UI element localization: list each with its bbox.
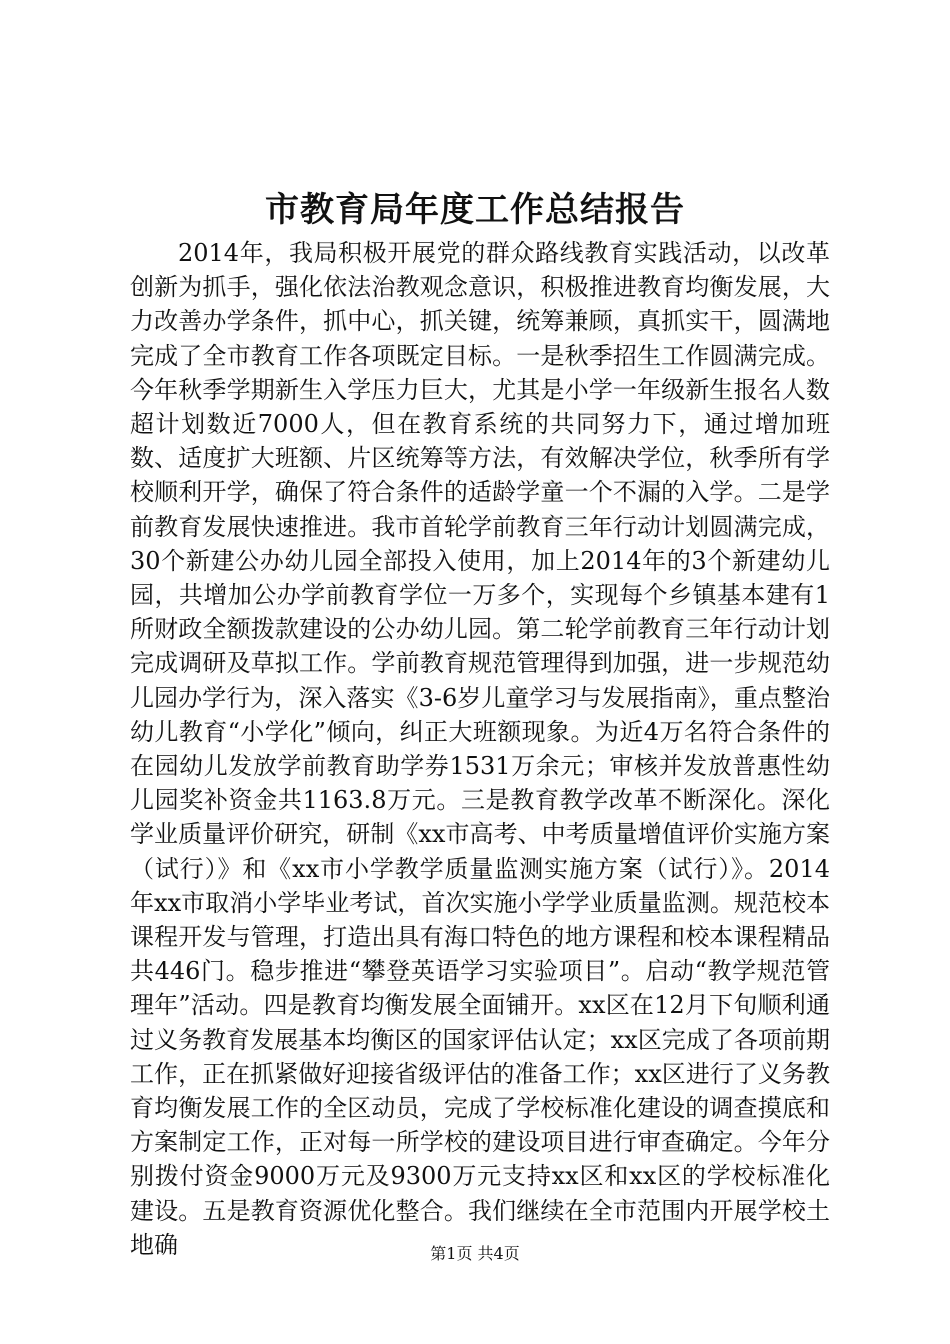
document-title: 市教育局年度工作总结报告 [265,190,685,230]
body-paragraph: 2014年，我局积极开展党的群众路线教育实践活动，以改革创新为抓手，强化依法治教观念意识，积极推进教育均衡发展，大力改善办学条件，抓中心，抓关键，统筹兼顾，真抓实干，圆满地完成了全市教育工作各项既定目标。一是秋季招生工作圆满完成。今年秋季学期新生入学压力巨大，尤其是小学一年级新生报名人数超计划数近7000人，但在教育系统的共同努力下，通过增加班数、适度扩大班额、片区统筹等方法，有效解决学位，秋季所有学校顺利开学，确保了符合条件的适龄学童一个不漏的入学。二是学前教育发展快速推进。我市首轮学前教育三年行动计划圆满完成，30个新建公办幼儿园全部投入使用，加上2014年的3个新建幼儿园，共增加公办学前教育学位一万多个，实现每个乡镇基本建有1所财政全额拨款建设的公办幼儿园。第二轮学前教育三年行动计划完成调研及草拟工作。学前教育规范管理得到加强，进一步规范幼儿园办学行为，深入落实《3-6岁儿童学习与发展指南》，重点整治幼儿教育“小学化”倾向，纠正大班额现象。为近4万名符合条件的在园幼儿发放学前教育助学券1531万余元；审核并发放普惠性幼儿园奖补资金共1163.8万元。三是教育教学改革不断深化。深化学业质量评价研究，研制《xx市高考、中考质量增值评价实施方案（试行）》和《xx市小学教学质量监测实施方案（试行）》。2014年xx市取消小学毕业考试，首次实施小学学业质量监测。规范校本课程开发与管理，打造出具有海口特色的地方课程和校本课程精品共446门。稳步推进“攀登英语学习实验项目”。启动“教学规范管理年”活动。四是教育均衡发展全面铺开。xx区在12月下旬顺利通过义务教育发展基本均衡区的国家评估认定；xx区完成了各项前期工作，正在抓紧做好迎接省级评估的准备工作；xx区进行了义务教育均衡发展工作的全区动员，完成了学校标准化建设的调查摸底和方案制定工作，正对每一所学校的建设项目进行审查确定。今年分别拨付资金9000万元及9300万元支持xx区和xx区的学校标准化建设。五是教育资源优化整合。我们继续在全市范围内开展学校土地确 [130,239,830,1259]
page-number-footer: 第1页 共4页 [430,1244,520,1263]
